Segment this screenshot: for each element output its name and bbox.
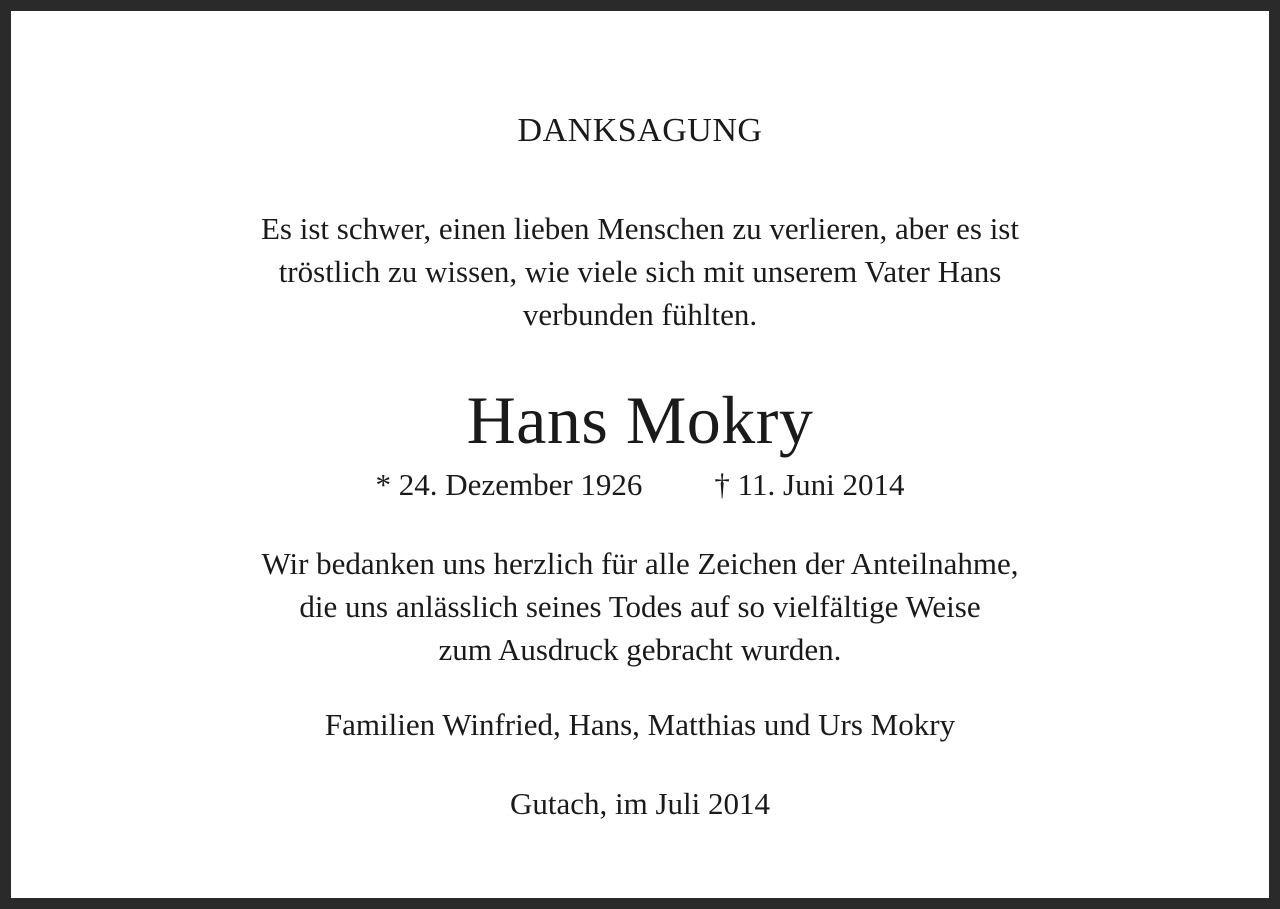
place-date: Gutach, im Juli 2014 xyxy=(509,786,771,821)
intro-line: verbunden fühlten. xyxy=(522,297,758,332)
intro-line: tröstlich zu wissen, wie viele sich mit unserem Vater Hans xyxy=(278,254,1002,289)
intro-text xyxy=(11,207,1269,336)
birth-date: * 24. Dezember 1926 xyxy=(375,467,643,502)
family-signature: Familien Winfried, Hans, Matthias und Urs Mokry xyxy=(324,707,956,742)
thanks-text xyxy=(11,542,1269,671)
death-date: † 11. Juni 2014 xyxy=(714,467,905,502)
thanks-line: zum Ausdruck gebracht wurden. xyxy=(438,632,842,667)
intro-line: Es ist schwer, einen lieben Menschen zu verlieren, aber es ist xyxy=(261,211,1019,246)
thanks-line: Wir bedanken uns herzlich für alle Zeichen der Anteilnahme, xyxy=(261,546,1019,581)
deceased-name: Hans Mokry xyxy=(466,382,814,458)
thanks-line: die uns anlässlich seines Todes auf so vielfältige Weise xyxy=(299,589,981,624)
notice-heading: DANKSAGUNG xyxy=(517,112,763,149)
life-dates xyxy=(11,465,1269,505)
